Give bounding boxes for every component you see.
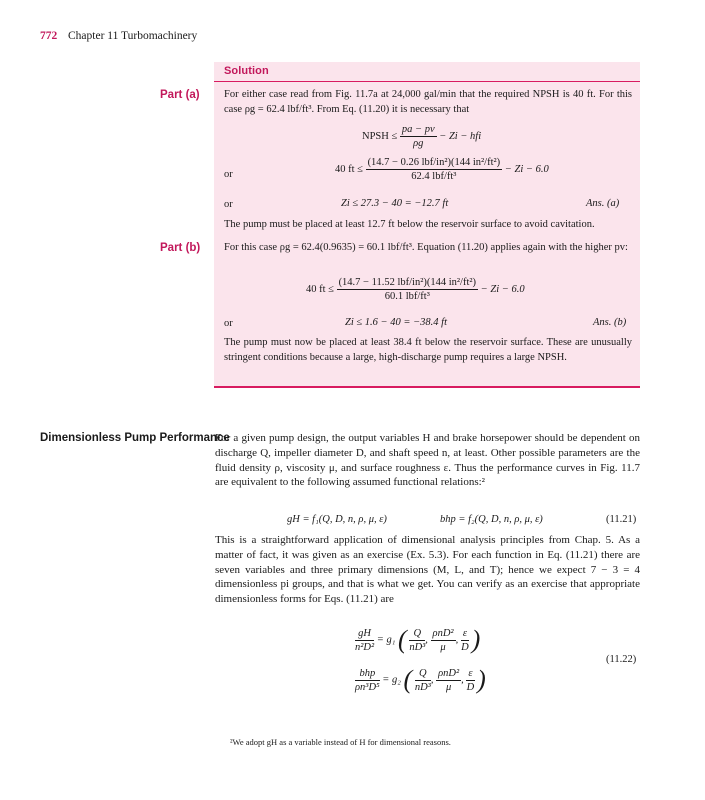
npsh-eq-tail: − Zi − hfi: [439, 130, 482, 142]
eq-1122-line-2: $\frac{\text{bhp}}{\text{ρn³D⁵}}$ = g₂ ( $\frac{Q}{\text{nD³}}$ , $\frac{\text{ρnD²}}{\mu}$ , $\frac{\varepsilon}{D}$ ): [355, 665, 486, 694]
eq-1122-l2-lhs-den: ρn³D⁵: [355, 681, 380, 693]
eq-1122-l1-lhs: [355, 628, 374, 653]
section-heading: Dimensionless Pump Performance: [40, 432, 230, 444]
eq-1122-l1-term-a: [409, 628, 425, 653]
eq-1122-l2-c-den: D: [466, 681, 475, 693]
chapter-title: Chapter 11 Turbomachinery: [68, 30, 198, 42]
part-a-or-1: or: [224, 169, 233, 180]
eq-1122-l2-lhs: [355, 668, 380, 693]
eq-1122-l2-a-den: nD³: [414, 681, 431, 693]
eq-1122-line-1: $\frac{gH}{\text{n²D²}}$ = g₁ ( $\frac{Q}{\text{nD³}}$ , $\frac{\text{ρnD²}}{\mu}$ , $\frac{\varepsilon}{D}$ ): [355, 625, 481, 654]
eq-1122-l2-lhs-num: bhp: [355, 668, 380, 681]
eq-1122-l1-b-num: ρnD²: [432, 627, 454, 639]
eq-1122-l2-func: = g₂: [382, 674, 401, 686]
eq-1121-right: bhp = f₂(Q, D, n, ρ, μ, ε): [440, 514, 543, 525]
eq-1122-l2-term-b: [436, 668, 461, 693]
eq-1122-number: (11.22): [606, 654, 637, 665]
eq-1122-l1-term-b: [431, 628, 456, 653]
part-a-eq2-denominator: 62.4 lbf/ft³: [411, 171, 457, 182]
npsh-eq-lhs: NPSH ≤: [362, 130, 398, 142]
npsh-eq-denominator: ρg: [413, 138, 424, 149]
footnote: ²We adopt gH as a variable instead of H for dimensional reasons.: [230, 737, 451, 747]
part-a-result-equation: Zi ≤ 27.3 − 40 = −12.7 ft: [341, 198, 449, 209]
part-b-result-equation: Zi ≤ 1.6 − 40 = −38.4 ft: [345, 317, 447, 328]
eq-1121-number: (11.21): [606, 514, 637, 525]
page-number: 772: [40, 30, 58, 42]
part-b-eq1-lhs: 40 ft ≤: [306, 283, 334, 295]
part-a-eq2-numerator: (14.7 − 0.26 lbf/in²)(144 in²/ft²): [367, 157, 501, 168]
part-b-numeric-equation: [306, 277, 525, 302]
part-a-eq2-tail: − Zi − 6.0: [504, 163, 549, 175]
part-b-conclusion: The pump must now be placed at least 38.4 ft below the reservoir surface. These are unusually stringent conditions because a large, high-discharge pump requires a large NPSH.: [224, 337, 632, 363]
part-a-or-2: or: [224, 199, 233, 210]
eq-1122-l2-term-c: [466, 668, 474, 693]
eq-1122-l1-lhs-den: n²D²: [355, 641, 375, 653]
part-a-conclusion: The pump must be placed at least 12.7 ft below the reservoir surface to avoid cavitation.: [224, 219, 595, 230]
part-a-answer-tag: Ans. (a): [586, 198, 620, 209]
part-b-eq1-numerator: (14.7 − 11.52 lbf/in²)(144 in²/ft²): [338, 277, 477, 288]
eq-1122-l1-lhs-num: gH: [355, 628, 374, 641]
part-b-or-1: or: [224, 318, 233, 329]
section-paragraph-2: This is a straightforward application of dimensional analysis principles from Chap. 5. As a matter of fact, it was given as an exercise (Ex. 5.3). For each function in Eq. (11.21) there are seven variables and three primary dimensions (M, L, and T); hence we expect 7 − 3 = 4 dimensionless pi groups, and that is what we get. You can verify as an exercise that appropriate dimensionless forms for Eqs. (11.21) are: [215, 534, 640, 606]
eq-1121-left: gH = f₁(Q, D, n, ρ, μ, ε): [287, 514, 387, 525]
part-b-eq1-fraction: [337, 277, 478, 302]
part-b-eq1-denominator: 60.1 lbf/ft³: [384, 291, 430, 302]
part-b-eq1-tail: − Zi − 6.0: [480, 283, 525, 295]
eq-1122-l2-c-num: ε: [468, 667, 473, 679]
solution-divider: [214, 81, 640, 82]
solution-title: Solution: [224, 65, 269, 77]
part-a-eq2-fraction: [366, 157, 503, 182]
eq-1122-l1-c-num: ε: [462, 627, 467, 639]
eq-1122-l2-sep-2: ,: [461, 674, 464, 686]
eq-1122-l2-a-num: Q: [415, 668, 431, 681]
part-b-label: Part (b): [160, 242, 201, 254]
npsh-eq-numerator: pa − pv: [401, 124, 435, 135]
part-b-answer-tag: Ans. (b): [593, 317, 627, 328]
eq-1122-l2-sep-1: ,: [430, 674, 434, 686]
part-a-numeric-equation: [335, 157, 549, 182]
section-paragraph-1: For a given pump design, the output variables H and brake horsepower should be dependent on discharge Q, impeller diameter D, and shaft speed n, at least. Other possible parameters are the fluid density ρ, viscosity μ, and surface roughness ε. Thus the performance curves in Fig. 11.7 are equivalent to the following assumed functional relations:²: [215, 432, 640, 489]
eq-1122-l1-b-den: μ: [440, 641, 446, 653]
npsh-eq-fraction: [400, 124, 437, 149]
eq-1122-l1-sep-2: ,: [455, 634, 459, 646]
eq-1122-l2-term-a: [415, 668, 431, 693]
part-a-eq2-lhs: 40 ft ≤: [335, 163, 363, 175]
npsh-equation: [362, 124, 481, 149]
eq-1122-l1-func: = g₁: [376, 634, 396, 646]
part-a-intro: For either case read from Fig. 11.7a at 24,000 gal/min that the required NPSH is 40 ft. For this case ρg = 62.4 lbf/ft³. From Eq. (11.20) it is necessary that: [224, 89, 632, 115]
eq-1122-l2-b-den: μ: [445, 681, 452, 693]
part-b-intro: For this case ρg = 62.4(0.9635) = 60.1 lbf/ft³. Equation (11.20) applies again with the higher pv:: [224, 242, 628, 253]
eq-1122-l1-a-num: Q: [409, 628, 425, 641]
eq-1122-l1-c-den: D: [461, 641, 469, 653]
eq-1122-l1-sep-1: ,: [425, 634, 428, 646]
eq-1122-l2-b-num: ρnD²: [438, 667, 460, 679]
eq-1122-l1-a-den: nD³: [409, 641, 426, 653]
eq-1122-l1-term-c: [461, 628, 469, 653]
part-a-label: Part (a): [160, 89, 200, 101]
